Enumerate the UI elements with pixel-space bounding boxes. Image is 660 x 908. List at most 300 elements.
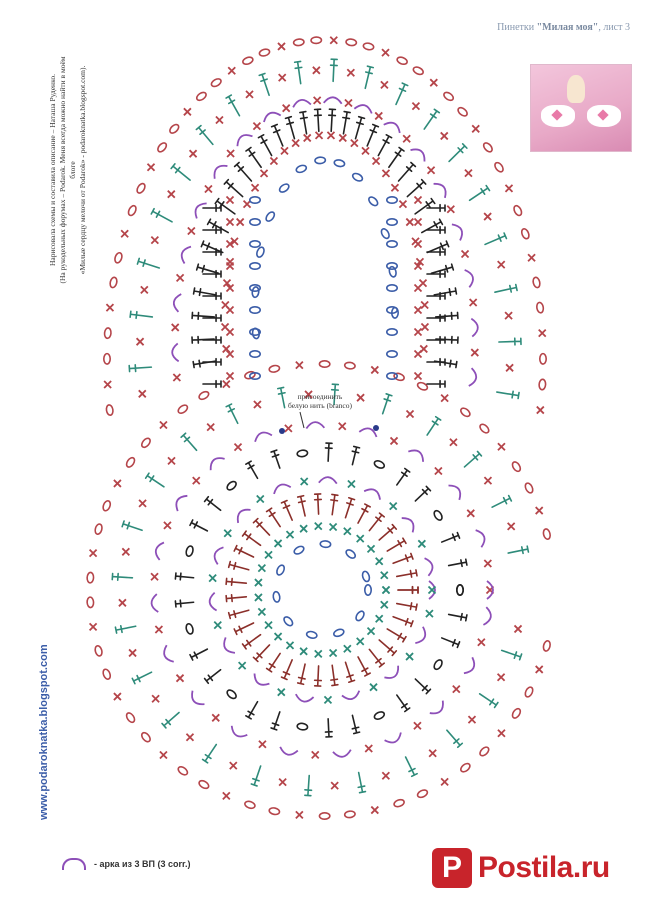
chain-stitch-symbol [125,456,136,468]
chain-arch-symbol [402,514,418,532]
double-crochet-symbol [234,546,253,557]
single-crochet-symbol [307,160,314,167]
single-crochet-symbol [308,542,315,549]
single-crochet-symbol [287,642,294,649]
double-crochet-symbol [427,249,445,256]
single-crochet-symbol [237,219,244,226]
single-crochet-symbol [296,626,303,633]
single-crochet-symbol [285,555,292,562]
single-crochet-symbol [314,97,321,104]
double-crochet-symbol [151,209,172,222]
chain-stitch-symbol [136,182,147,194]
chain-stitch-symbol [387,329,397,335]
double-crochet-symbol [424,109,439,129]
chain-arch-symbol [449,482,465,500]
chain-stitch-symbol [198,779,210,790]
chain-stitch-symbol [416,381,428,391]
chain-stitch-symbol [250,197,260,203]
single-crochet-symbol [357,638,364,645]
chain-stitch-symbol [542,528,551,540]
single-crochet-symbol [279,779,286,786]
double-crochet-symbol [398,587,418,594]
chain-arch-symbol [207,454,225,470]
double-crochet-symbol [278,387,285,407]
single-crochet-symbol [368,628,375,635]
chain-arch-symbol [415,627,428,646]
single-crochet-symbol [484,560,491,567]
single-crochet-symbol [186,734,193,741]
single-crochet-symbol [227,263,234,270]
watermark-name: Postila.ru [478,851,610,884]
single-crochet-symbol [137,338,144,345]
single-crochet-symbol [331,782,338,789]
single-crochet-symbol [265,551,272,558]
chain-stitch-symbol [319,361,329,368]
chain-arch-symbol [229,726,248,740]
double-crochet-symbol [325,719,332,737]
single-crochet-symbol [207,424,214,431]
chain-stitch-symbol [297,723,308,731]
single-crochet-symbol [255,594,262,601]
watermark-logo: P [432,848,472,888]
chain-stitch-symbol [252,287,260,298]
angel-figure [567,75,585,103]
single-crochet-symbol [505,312,512,319]
chain-stitch-symbol [524,482,534,494]
single-crochet-symbol [371,366,378,373]
single-crochet-symbol [403,135,410,142]
double-crochet-symbol [427,359,445,366]
chain-arch-symbol [408,447,426,462]
chain-arch-symbol [425,557,435,576]
single-crochet-symbol [330,37,337,44]
join-point-dot [373,425,379,431]
single-crochet-symbol [371,807,378,814]
chain-stitch-symbol [442,91,454,102]
chain-stitch-symbol [127,204,138,216]
double-crochet-symbol [508,546,528,553]
chain-stitch-symbol [393,798,405,807]
double-crochet-symbol [449,144,467,162]
double-crochet-symbol [146,473,164,487]
chain-stitch-symbol [255,246,265,258]
single-crochet-symbol [362,147,369,154]
single-crochet-symbol [235,444,242,451]
double-crochet-symbol [397,469,410,485]
chain-stitch-symbol [416,789,428,799]
single-crochet-symbol [155,626,162,633]
double-crochet-symbol [397,570,417,577]
single-crochet-symbol [277,606,284,613]
single-crochet-symbol [505,185,512,192]
double-crochet-symbol [464,451,481,466]
chain-stitch-symbol [210,77,222,88]
double-crochet-symbol [397,603,417,610]
single-crochet-symbol [351,140,358,147]
chain-stitch-symbol [250,351,260,357]
double-crochet-symbol [226,595,246,602]
single-crochet-symbol [90,550,97,557]
single-crochet-symbol [508,523,515,530]
chain-arch-symbol [469,368,478,387]
chain-arch-symbol [411,145,429,161]
single-crochet-symbol [273,580,280,587]
chain-stitch-symbol [387,219,397,225]
chain-stitch-symbol [387,351,397,357]
single-crochet-symbol [114,480,121,487]
single-crochet-symbol [190,150,197,157]
chain-arch-symbol [476,528,487,547]
double-crochet-symbol [282,501,293,521]
single-crochet-symbol [441,132,448,139]
chain-arch-symbol [342,691,361,702]
chain-stitch-symbol [295,164,307,174]
single-crochet-symbol [239,662,246,669]
chain-stitch-symbol [373,710,385,720]
single-crochet-symbol [528,254,535,261]
double-crochet-symbol [300,112,307,134]
single-crochet-symbol [536,507,543,514]
single-crochet-symbol [468,716,475,723]
single-crochet-symbol [212,714,219,721]
single-crochet-symbol [160,751,167,758]
double-crochet-symbol [205,670,221,683]
single-crochet-symbol [312,751,319,758]
double-crochet-symbol [229,562,249,570]
chain-stitch-symbol [297,449,308,457]
single-crochet-symbol [139,500,146,507]
double-crochet-symbol [137,258,159,268]
chain-arch-symbol [333,750,352,758]
double-crochet-symbol [259,73,269,95]
chain-stitch-symbol [320,541,331,548]
chain-arch-symbol [251,674,269,689]
double-crochet-symbol [492,496,511,508]
chain-arch-symbol [384,119,403,133]
single-crochet-symbol [90,623,97,630]
double-crochet-symbol [449,559,467,566]
chain-stitch-symbol [524,686,534,698]
single-crochet-symbol [296,362,303,369]
chain-stitch-symbol [478,423,490,435]
single-crochet-symbol [257,495,264,502]
chain-stitch-symbol [273,591,281,602]
double-crochet-symbol [203,205,221,212]
header-prefix: Пинетки [497,22,537,33]
single-crochet-symbol [278,43,285,50]
chain-stitch-symbol [319,813,329,820]
chain-arch-symbol [452,222,466,241]
single-crochet-symbol [471,349,478,356]
single-crochet-symbol [227,219,234,226]
single-crochet-symbol [227,197,234,204]
chain-stitch-symbol [293,545,305,556]
single-crochet-symbol [289,174,296,181]
chain-arch-symbol [188,691,204,708]
chain-arch-symbol [161,645,174,664]
double-crochet-symbol [132,672,151,684]
chain-arch-symbol [471,318,478,336]
double-crochet-symbol [352,446,359,464]
single-crochet-symbol [339,134,346,141]
chain-stitch-symbol [104,328,111,339]
double-crochet-symbol [331,665,338,685]
chain-arch-symbol [384,666,402,682]
double-crochet-symbol [393,617,413,627]
chain-stitch-symbol [87,572,94,583]
single-crochet-symbol [253,123,260,130]
double-crochet-symbol [325,443,332,461]
double-crochet-symbol [190,520,207,531]
single-crochet-symbol [415,197,422,204]
double-crochet-symbol [122,521,142,530]
chain-stitch-symbol [478,746,490,758]
single-crochet-symbol [381,601,388,608]
single-crochet-symbol [381,81,388,88]
single-crochet-symbol [414,722,421,729]
double-crochet-symbol [329,109,336,131]
chain-stitch-symbol [354,610,365,622]
author-note-line: «Милые сердцу мелочи от Podarok» - podaroknatka.blogspot.com). [78,65,87,275]
chain-arch-symbol [306,422,324,429]
chain-stitch-symbol [269,807,280,815]
double-crochet-symbol [282,660,293,680]
arc-icon [62,858,86,870]
chain-stitch-symbol [345,548,357,559]
single-crochet-symbol [230,762,237,769]
chain-arch-symbol [364,486,383,500]
author-note-line: Нарисовала схемы и составила описание – Наташа Руденко. [48,74,57,266]
join-note-line: белую нить (branco) [287,401,353,410]
chain-stitch-symbol [264,211,275,223]
chain-stitch-symbol [396,56,408,66]
double-crochet-symbol [499,338,521,345]
double-crochet-symbol [205,497,221,510]
chain-stitch-symbol [140,731,152,743]
single-crochet-symbol [258,565,265,572]
single-crochet-symbol [415,285,422,292]
single-crochet-symbol [415,329,422,336]
single-crochet-symbol [415,351,422,358]
single-crochet-symbol [227,307,234,314]
single-crochet-symbol [104,381,111,388]
single-crochet-symbol [283,105,290,112]
double-crochet-symbol [226,404,238,423]
single-crochet-symbol [278,689,285,696]
double-crochet-symbol [234,623,253,634]
single-crochet-symbol [273,198,280,205]
single-crochet-symbol [223,792,230,799]
single-crochet-symbol [139,390,146,397]
single-crochet-symbol [406,219,413,226]
chain-stitch-symbol [250,307,260,313]
single-crochet-symbol [382,170,389,177]
chain-stitch-symbol [457,106,469,118]
chain-stitch-symbol [275,564,285,576]
chain-stitch-symbol [333,628,345,638]
single-crochet-symbol [381,572,388,579]
double-crochet-symbol [367,124,378,145]
chain-stitch-symbol [334,159,345,167]
single-crochet-symbol [391,184,398,191]
chain-stitch-symbol [109,277,118,289]
single-crochet-symbol [330,650,337,657]
single-crochet-symbol [326,157,333,164]
single-crochet-symbol [227,373,234,380]
single-crochet-symbol [498,261,505,268]
booties-photo [530,64,632,152]
single-crochet-symbol [300,648,307,655]
single-crochet-symbol [324,696,331,703]
chain-arch-symbol [464,657,478,676]
single-crochet-symbol [151,573,158,580]
single-crochet-symbol [344,645,351,652]
watermark [432,848,610,888]
chain-arch-symbol [173,493,188,511]
single-crochet-symbol [122,548,129,555]
chain-arch-symbol [385,733,404,746]
double-crochet-symbol [229,610,249,618]
chain-arch-symbol [212,545,223,564]
chain-stitch-symbol [94,523,103,535]
double-crochet-symbol [181,433,196,450]
chain-stitch-symbol [520,228,530,240]
double-crochet-symbol [203,745,217,763]
chain-stitch-symbol [244,800,256,809]
chain-arch-symbol [210,162,227,179]
blog-url[interactable]: www.podaroknatka.blogspot.com [38,644,50,820]
single-crochet-symbol [506,364,513,371]
double-crochet-symbol [251,766,260,786]
single-crochet-symbol [106,304,113,311]
chain-stitch-symbol [387,373,397,379]
sheet-header [430,22,630,33]
double-crochet-symbol [331,59,338,81]
double-crochet-symbol [343,112,350,134]
double-crochet-symbol [190,649,207,660]
single-crochet-symbol [152,695,159,702]
chain-arch-symbol [465,268,475,287]
chain-arch-symbol [354,103,373,113]
double-crochet-symbol [267,653,281,671]
chain-stitch-symbol [482,141,494,153]
chain-stitch-symbol [532,277,541,289]
double-crochet-symbol [162,713,179,728]
single-crochet-symbol [330,523,337,530]
double-crochet-symbol [345,498,354,518]
single-crochet-symbol [344,528,351,535]
double-crochet-symbol [442,533,460,542]
double-crochet-symbol [286,117,295,139]
double-crochet-symbol [480,694,498,708]
double-crochet-symbol [226,578,246,585]
double-crochet-symbol [112,574,132,581]
double-crochet-symbol [415,679,430,694]
double-crochet-symbol [427,381,445,388]
single-crochet-symbol [119,599,126,606]
double-crochet-symbol [415,486,430,501]
chain-stitch-symbol [365,585,371,595]
double-crochet-symbol [397,695,410,711]
chain-arch-symbol [221,637,235,656]
single-crochet-symbol [345,99,352,106]
single-crochet-symbol [327,132,334,139]
double-crochet-symbol [379,640,396,655]
single-crochet-symbol [160,422,167,429]
double-crochet-symbol [235,163,252,181]
double-crochet-symbol [272,124,283,145]
double-crochet-symbol [389,148,404,168]
single-crochet-symbol [368,545,375,552]
single-crochet-symbol [357,535,364,542]
double-crochet-symbol [431,264,453,273]
single-crochet-symbol [515,625,522,632]
double-crochet-symbol [130,311,152,318]
single-crochet-symbol [412,103,419,110]
single-crochet-symbol [258,608,265,615]
single-crochet-symbol [164,522,171,529]
double-crochet-symbol [407,180,425,197]
chain-stitch-symbol [185,623,194,635]
single-crochet-symbol [184,108,191,115]
double-crochet-symbol [369,649,384,667]
single-crochet-symbol [383,587,390,594]
chain-stitch-symbol [226,688,238,700]
single-crochet-symbol [216,117,223,124]
single-crochet-symbol [375,112,382,119]
chain-stitch-symbol [114,252,123,264]
single-crochet-symbol [315,523,322,530]
single-crochet-symbol [148,164,155,171]
double-crochet-symbol [203,381,221,388]
chain-arch-symbol [253,430,272,442]
double-crochet-symbol [246,148,261,168]
chain-stitch-symbol [433,659,444,671]
chain-arch-symbol [262,110,281,122]
chain-stitch-symbol [293,39,304,47]
single-crochet-symbol [322,632,329,639]
chain-stitch-symbol [387,285,397,291]
chain-stitch-symbol [156,141,168,153]
double-crochet-symbol [502,650,522,659]
double-crochet-symbol [305,776,312,796]
single-crochet-symbol [177,274,184,281]
single-crochet-symbol [121,230,128,237]
chain-stitch-symbol [177,765,189,776]
chain-stitch-symbol [459,762,471,773]
single-crochet-symbol [426,610,433,617]
single-crochet-symbol [415,373,422,380]
header-name: "Милая моя" [536,22,599,33]
chain-stitch-symbol [459,407,471,418]
double-crochet-symbol [203,337,221,344]
single-crochet-symbol [467,510,474,517]
single-crochet-symbol [484,477,491,484]
double-crochet-symbol [485,233,506,244]
single-crochet-symbol [285,425,292,432]
double-crochet-symbol [203,359,221,366]
double-crochet-symbol [243,531,261,545]
double-crochet-symbol [246,461,258,478]
single-crochet-symbol [382,49,389,56]
chain-arch-symbol [434,180,450,198]
join-note-line: присоединить [297,392,343,401]
chain-stitch-symbol [102,668,112,680]
single-crochet-symbol [465,170,472,177]
chain-stitch-symbol [346,39,357,47]
single-crochet-symbol [435,468,442,475]
single-crochet-symbol [151,237,158,244]
